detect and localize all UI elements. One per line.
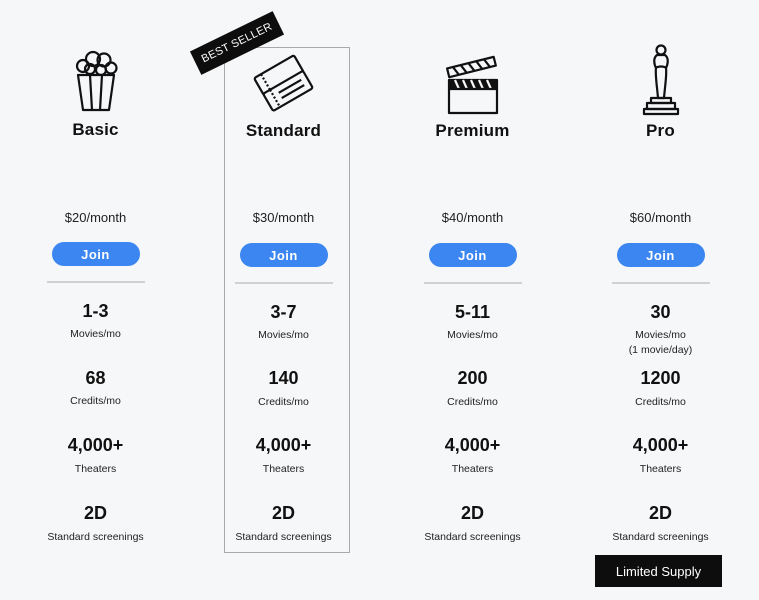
join-button-basic[interactable]: Join — [52, 242, 140, 266]
credits-label: Credits/mo — [258, 396, 309, 408]
theaters-label: Theaters — [262, 463, 305, 475]
plan-name: Standard — [245, 121, 322, 140]
plan-premium — [378, 0, 567, 600]
plan-name: Pro — [646, 121, 675, 140]
movies-note: (1 movie/day) — [628, 344, 693, 356]
movies-value: 3-7 — [270, 302, 297, 322]
join-button-premium[interactable]: Join — [429, 243, 517, 267]
plan-price: $30/month — [252, 210, 315, 225]
credits-label: Credits/mo — [635, 396, 686, 408]
movies-label: Movies/mo — [447, 329, 498, 341]
theaters-value: 4,000+ — [444, 435, 501, 455]
credits-value: 68 — [85, 368, 106, 388]
theaters-label: Theaters — [639, 463, 682, 475]
format-value: 2D — [460, 503, 484, 523]
movies-label: Movies/mo — [258, 329, 309, 341]
plan-price: $40/month — [441, 210, 504, 225]
plan-price: $60/month — [629, 210, 692, 225]
plan-basic — [1, 0, 190, 600]
movies-label: Movies/mo — [70, 328, 121, 340]
popcorn-icon — [61, 44, 131, 120]
divider — [612, 282, 710, 284]
format-label: Standard screenings — [235, 531, 332, 543]
format-label: Standard screenings — [612, 531, 709, 543]
divider — [424, 282, 522, 284]
standard-plan-highlight — [224, 47, 350, 553]
format-label: Standard screenings — [424, 531, 521, 543]
clapperboard-icon — [438, 44, 508, 120]
plan-pro — [566, 0, 755, 600]
format-value: 2D — [83, 503, 107, 523]
credits-label: Credits/mo — [70, 395, 121, 407]
trophy-icon — [626, 42, 696, 118]
credits-value: 1200 — [640, 368, 681, 388]
theaters-label: Theaters — [74, 463, 117, 475]
best-seller-badge: BEST SELLER — [190, 11, 284, 75]
theaters-value: 4,000+ — [632, 435, 689, 455]
divider — [47, 281, 145, 283]
plan-name: Premium — [435, 121, 510, 140]
theaters-label: Theaters — [451, 463, 494, 475]
theaters-value: 4,000+ — [67, 435, 124, 455]
movies-label: Movies/mo — [635, 329, 686, 341]
credits-value: 140 — [268, 368, 299, 388]
join-button-standard[interactable]: Join — [240, 243, 328, 267]
format-label: Standard screenings — [47, 531, 144, 543]
movies-value: 30 — [650, 302, 671, 322]
theaters-value: 4,000+ — [255, 435, 312, 455]
credits-value: 200 — [457, 368, 488, 388]
limited-supply-badge: Limited Supply — [595, 555, 722, 587]
movies-value: 5-11 — [454, 302, 491, 322]
credits-label: Credits/mo — [447, 396, 498, 408]
plan-price: $20/month — [64, 210, 127, 225]
movies-value: 1-3 — [82, 301, 109, 321]
plan-name: Basic — [72, 120, 119, 139]
join-button-pro[interactable]: Join — [617, 243, 705, 267]
format-value: 2D — [271, 503, 295, 523]
format-value: 2D — [648, 503, 672, 523]
